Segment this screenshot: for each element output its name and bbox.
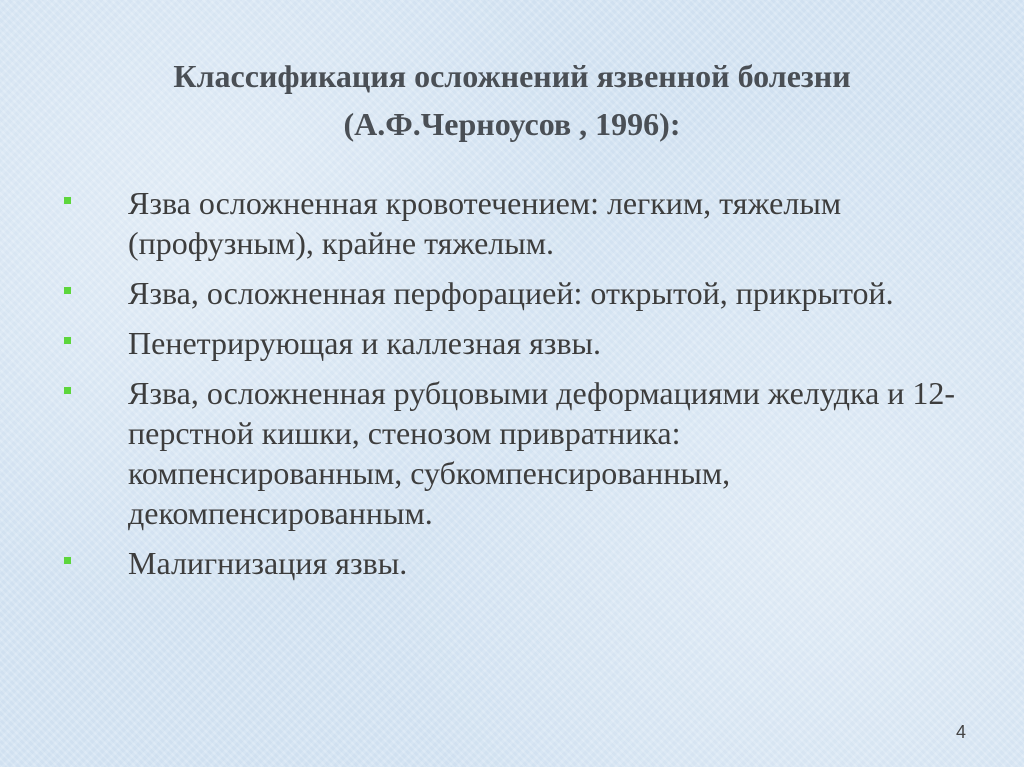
slide-title [60, 52, 964, 148]
title-line-2: (А.Ф.Черноусов , 1996): [343, 106, 681, 142]
list-item [60, 183, 960, 263]
list-item-text: Язва, осложненная рубцовыми деформациями желудка и 12-перстной кишки, стенозом привратника: компенсированным, субкомпенсированным, декомпенсированным. [128, 375, 956, 531]
list-item-text: Язва осложненная кровотечением: легким, тяжелым (профузным), крайне тяжелым. [128, 185, 842, 261]
square-bullet-icon [64, 337, 71, 344]
square-bullet-icon [64, 197, 71, 204]
list-item-text: Малигнизация язвы. [128, 545, 408, 581]
list-item [60, 543, 960, 583]
list-item-text: Пенетрирующая и каллезная язвы. [128, 325, 602, 361]
list-item [60, 273, 960, 313]
square-bullet-icon [64, 387, 71, 394]
square-bullet-icon [64, 557, 71, 564]
square-bullet-icon [64, 287, 71, 294]
list-item-text: Язва, осложненная перфорацией: открытой, прикрытой. [128, 275, 894, 311]
list-item [60, 373, 960, 533]
title-line-1: Классификация осложнений язвенной болезни [173, 58, 851, 94]
list-item [60, 323, 960, 363]
page-number: 4 [955, 722, 966, 742]
bullet-list [60, 183, 960, 593]
